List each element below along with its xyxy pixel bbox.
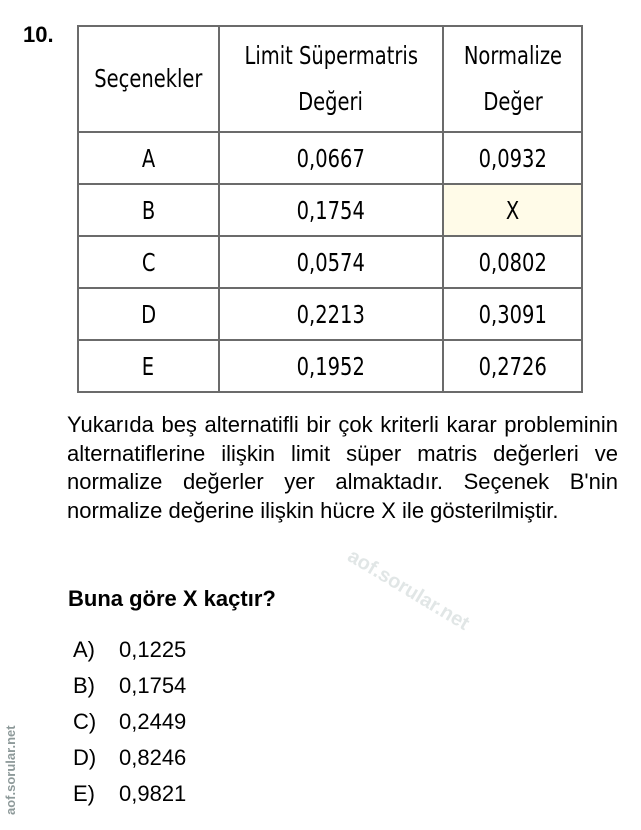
cell-normalized: 0,0802 <box>443 236 582 288</box>
table-row <box>78 288 582 340</box>
cell-limit: 0,1754 <box>219 184 443 236</box>
table-row <box>78 236 582 288</box>
cell-option: B <box>78 184 219 236</box>
cell-option: A <box>78 132 219 184</box>
option-label: A) <box>73 637 95 662</box>
cell-option: D <box>78 288 219 340</box>
header-options: Seçenekler <box>78 26 219 132</box>
answer-options <box>73 634 186 814</box>
option-label: B) <box>73 673 95 698</box>
table-row <box>78 340 582 392</box>
option-value: 0,2449 <box>119 709 187 734</box>
table-row <box>78 184 582 236</box>
header-limit-supermatrix: Limit Süpermatris Değeri <box>219 26 443 132</box>
cell-option: C <box>78 236 219 288</box>
data-table <box>77 25 583 393</box>
table-header-row <box>78 26 582 132</box>
cell-limit: 0,1952 <box>219 340 443 392</box>
option-value: 0,8246 <box>119 745 187 770</box>
question-number: 10. <box>23 22 54 47</box>
option-c[interactable] <box>73 706 186 742</box>
cell-normalized: 0,3091 <box>443 288 582 340</box>
question-stem: Buna göre X kaçtır? <box>68 586 276 611</box>
header-normalized: Normalize Değer <box>443 26 582 132</box>
option-value: 0,1754 <box>119 673 187 698</box>
cell-normalized-unknown: X <box>443 184 582 236</box>
option-b[interactable] <box>73 670 186 706</box>
option-d[interactable] <box>73 742 186 778</box>
cell-normalized: 0,0932 <box>443 132 582 184</box>
cell-limit: 0,0667 <box>219 132 443 184</box>
table-row <box>78 132 582 184</box>
option-label: D) <box>73 745 97 770</box>
option-value: 0,1225 <box>119 637 187 662</box>
option-e[interactable] <box>73 778 186 814</box>
option-label: E) <box>73 781 95 806</box>
option-label: C) <box>73 709 97 734</box>
watermark: aof.sorular.net <box>343 545 474 635</box>
cell-normalized: 0,2726 <box>443 340 582 392</box>
option-value: 0,9821 <box>119 781 187 806</box>
option-a[interactable] <box>73 634 186 670</box>
cell-limit: 0,2213 <box>219 288 443 340</box>
cell-option: E <box>78 340 219 392</box>
question-paragraph: Yukarıda beş alternatifli bir çok kriterli karar probleminin alternatiflerine ilişkin limit süper matris değerleri ve normalize değerler yer almaktadır. Seçenek B'nin normalize değerine ilişkin hücre X ile gösterilmiştir. <box>67 412 618 523</box>
side-watermark: aof.sorular.net <box>3 725 18 815</box>
cell-limit: 0,0574 <box>219 236 443 288</box>
